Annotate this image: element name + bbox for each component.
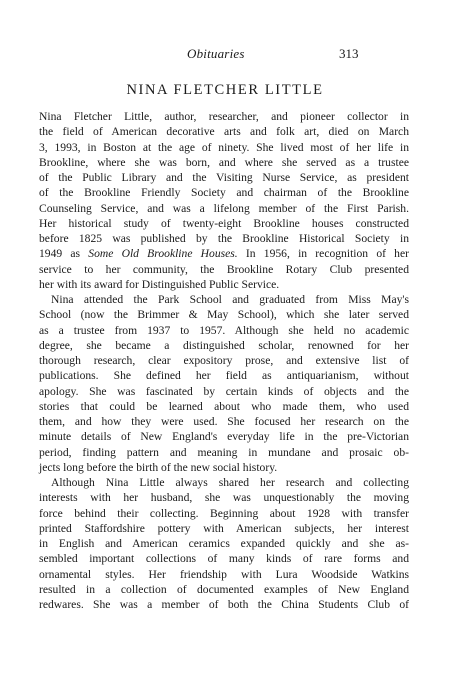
text-line: before 1825 was published by the Brookline Historical Society in <box>39 232 409 245</box>
text-line: 3, 1993, in Boston at the age of ninety. She lived most of her life in <box>39 140 409 154</box>
running-head <box>0 46 450 64</box>
text-line-with-italic-title <box>39 246 409 261</box>
text-line: her with its award for Distinguished Public Service. <box>39 277 280 291</box>
text-segment: In 1956, in recognition of her <box>237 247 409 261</box>
text-line: Counseling Service, and was a lifelong member of the First Parish. <box>39 201 409 215</box>
page-number: 313 <box>339 46 359 61</box>
text-line: School (now the Brimmer & May School), which she later served <box>39 308 409 322</box>
article-body <box>39 109 409 612</box>
paragraph-first-line: Nina attended the Park School and graduated from Miss May's <box>51 293 409 306</box>
section-title: Obituaries <box>187 46 245 61</box>
text-line: Nina Fletcher Little, author, researcher, and pioneer collector in <box>39 110 409 123</box>
text-line: thorough research, clear expository prose, and extensive list of <box>39 354 409 367</box>
text-line: them, and how they were used. She focused her research on the <box>39 415 409 428</box>
article-title: NINA FLETCHER LITTLE <box>126 82 324 98</box>
text-line: service to her community, the Brookline Rotary Club presented <box>39 262 409 276</box>
text-line: the field of American decorative arts and folk art, died on March <box>39 125 409 139</box>
text-line: publications. She defined her field as antiquarianism, without <box>39 369 409 383</box>
text-line: Brookline, where she was born, and where she served as a trustee <box>39 155 409 169</box>
text-line: jects long before the birth of the new social history. <box>39 460 278 474</box>
text-line: force behind their collecting. Beginning about 1928 with transfer <box>39 506 409 520</box>
text-line: resulted in a collection of documented examples of New England <box>39 582 409 596</box>
text-line: interests with her husband, she was unquestionably the moving <box>39 491 409 505</box>
text-line: apology. She was fascinated by certain kinds of objects and the <box>39 384 409 398</box>
text-line: printed Staffordshire pottery with American subjects, her interest <box>39 521 409 535</box>
text-segment: 1949 as <box>39 247 89 261</box>
text-line: in English and American ceramics expanded quickly and she as- <box>39 537 409 550</box>
text-line: of the Public Library and the Visiting Nurse Service, as president <box>39 171 409 184</box>
paragraph-first-line: Although Nina Little always shared her research and collecting <box>51 476 409 489</box>
text-line: redwares. She was a member of both the China Students Club of <box>39 598 409 611</box>
text-line: sembled important collections of many kinds of rare forms and <box>39 552 409 566</box>
text-line: as a trustee from 1937 to 1957. Although she held no academic <box>39 323 409 337</box>
text-line: period, finding pattern and meaning in mundane and prosaic ob- <box>39 445 409 459</box>
text-line: Her historical study of twenty-eight Brookline houses constructed <box>39 216 409 230</box>
text-line: stories that could be learned about who made them, who used <box>39 399 409 413</box>
text-line: of the Brookline Friendly Society and chairman of the Brookline <box>39 186 409 200</box>
text-line: minute details of New England's everyday life in the pre-Victorian <box>39 430 409 444</box>
text-line: degree, she became a distinguished scholar, renowned for her <box>39 338 409 352</box>
book-title: Some Old Brookline Houses. <box>88 247 238 261</box>
text-line: ornamental styles. Her friendship with Lura Woodside Watkins <box>39 567 409 581</box>
